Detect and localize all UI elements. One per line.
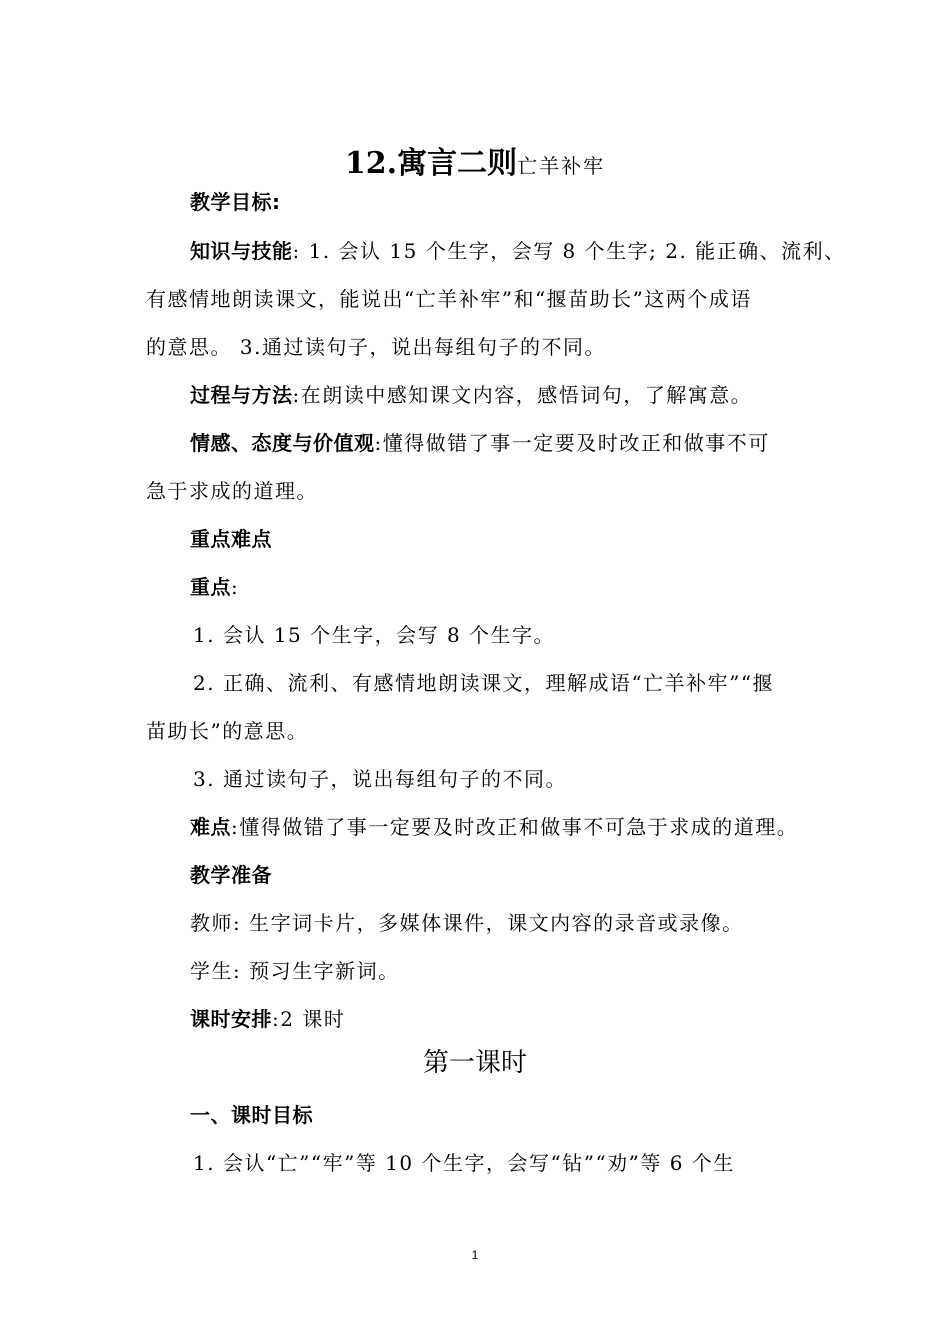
process-line: [190, 381, 830, 409]
schedule-line: [190, 1005, 830, 1033]
lesson1-goal-heading-text: 一、课时目标: [190, 1103, 313, 1127]
lesson1-goal-line-1: 1. 会认“亡”“牢”等 10 个生字，会写“钻”“劝”等 6 个生: [193, 1151, 735, 1175]
page-number: 1: [471, 1248, 479, 1262]
lesson1-title: 第一课时: [422, 1048, 527, 1078]
key-label-line: [190, 573, 830, 601]
objectives-heading: [190, 188, 830, 216]
difficult-label: 难点: [190, 815, 231, 839]
schedule-text: :2 课时: [272, 1007, 346, 1031]
emotion-label: 情感、态度与价值观: [190, 431, 375, 455]
emotion-text-1: :懂得做错了事一定要及时改正和做事不可: [374, 431, 770, 455]
process-label: 过程与方法: [190, 383, 293, 407]
knowledge-line-1: [190, 237, 846, 265]
key-item-2-line-1: 2. 正确、流利、有感情地朗读课文，理解成语“亡羊补牢”“揠: [193, 671, 775, 695]
preparation-heading: [190, 861, 830, 889]
difficult-text: :懂得做错了事一定要及时改正和做事不可急于求成的道理。: [231, 815, 799, 839]
preparation-student: 学生: 预习生字新词。: [190, 959, 400, 983]
emotion-line-2: 急于求成的道理。: [146, 479, 318, 503]
preparation-heading-text: 教学准备: [190, 863, 272, 887]
title-main: 12.寓言二则: [344, 146, 518, 181]
key-item-1: 1. 会认 15 个生字，会写 8 个生字。: [193, 623, 556, 647]
process-text: :在朗读中感知课文内容，感悟词句，了解寓意。: [292, 383, 753, 407]
knowledge-label: 知识与技能: [190, 239, 293, 263]
key-item-2-line-2: 苗助长”的意思。: [146, 719, 309, 743]
schedule-label: 课时安排: [190, 1007, 272, 1031]
emotion-line-1: [190, 429, 830, 457]
document-title: [0, 138, 950, 182]
key-points-heading: [190, 525, 830, 553]
knowledge-line-2: 有感情地朗读课文，能说出“亡羊补牢”和“揠苗助长”这两个成语: [146, 287, 752, 311]
key-points-heading-text: 重点难点: [190, 527, 272, 551]
key-item-3: 3. 通过读句子，说出每组句子的不同。: [193, 767, 567, 791]
difficult-line: [190, 813, 830, 841]
preparation-teacher: 教师: 生字词卡片，多媒体课件，课文内容的录音或录像。: [190, 911, 744, 935]
key-colon: :: [231, 575, 240, 599]
title-subtitle: 亡羊补牢: [517, 154, 606, 178]
key-label: 重点: [190, 575, 231, 599]
objectives-heading-text: 教学目标:: [190, 190, 281, 214]
lesson1-goal-heading: [190, 1101, 830, 1129]
knowledge-line-3: 的意思。 3.通过读句子，说出每组句子的不同。: [146, 335, 606, 359]
knowledge-text-1: : 1. 会认 15 个生字，会写 8 个生字; 2. 能正确、流利、: [292, 239, 846, 263]
